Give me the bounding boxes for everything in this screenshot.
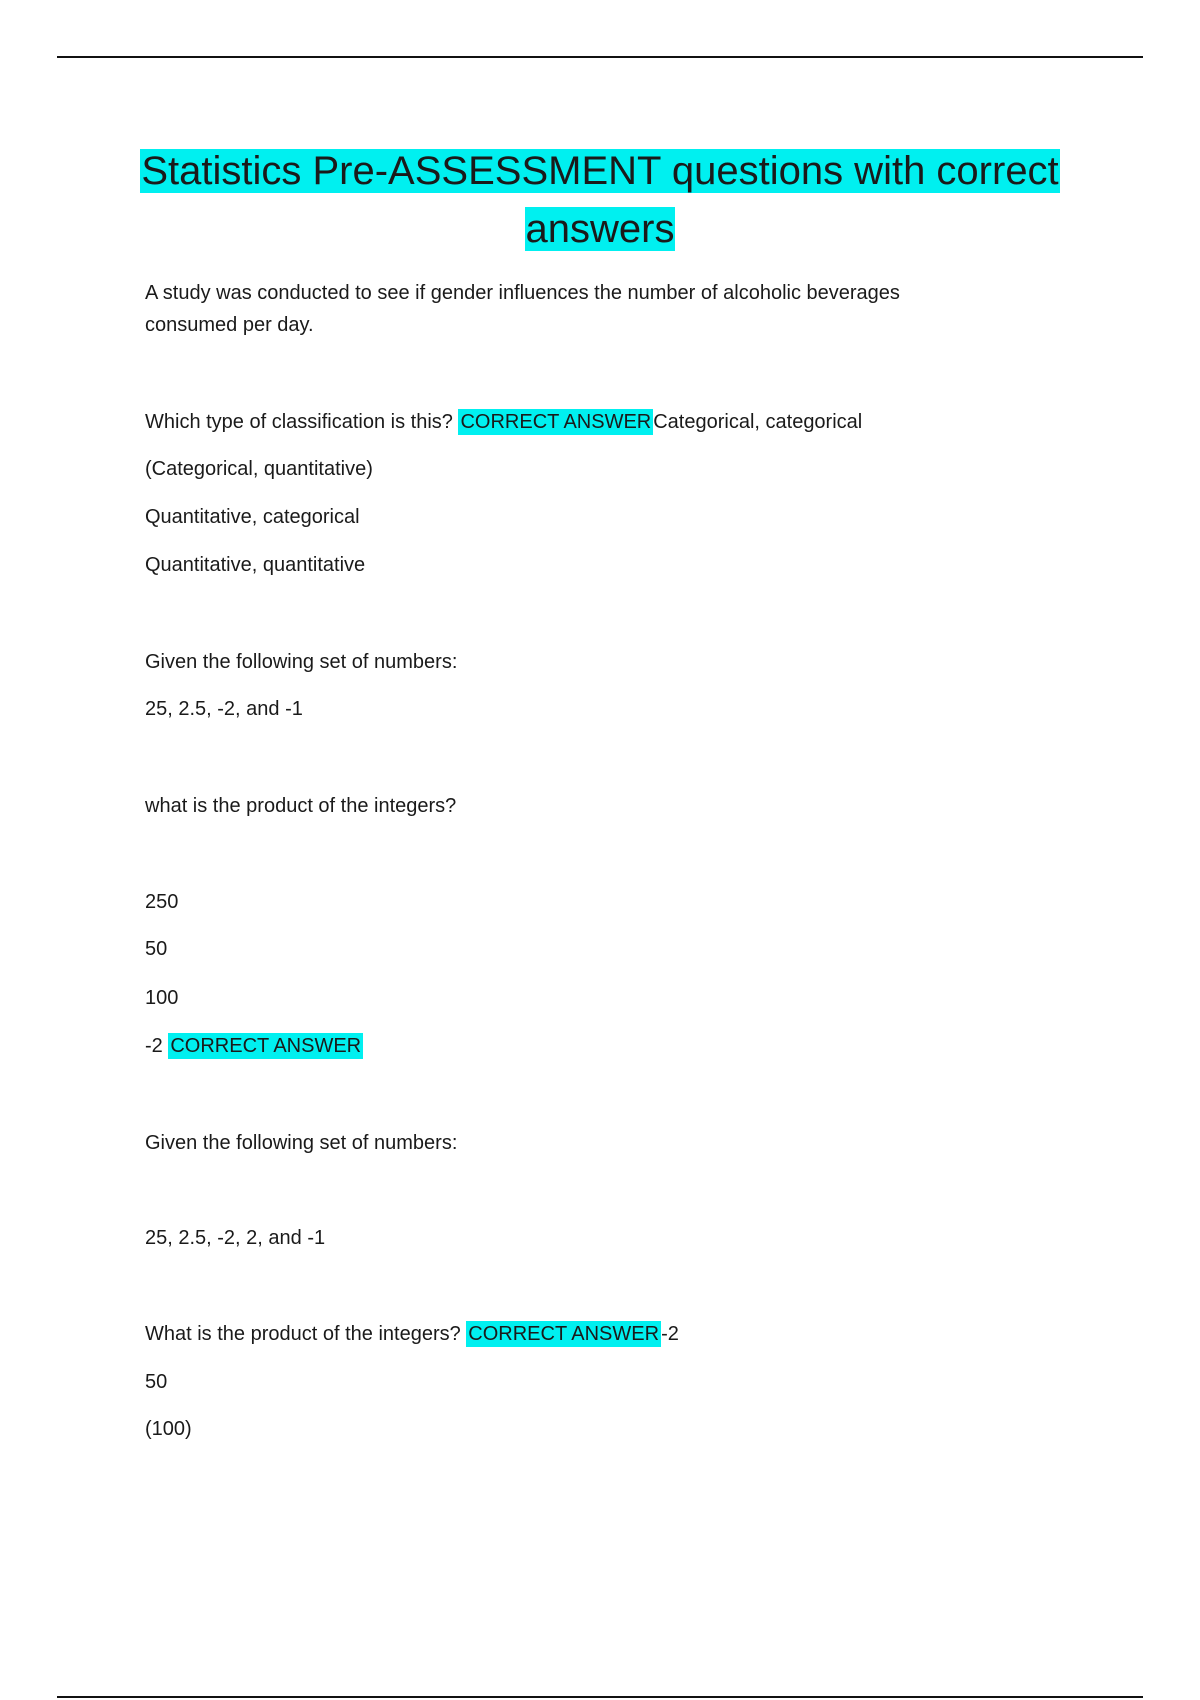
- q1-option-1: (Categorical, quantitative): [145, 458, 373, 480]
- q2-intro: Given the following set of numbers:: [145, 651, 458, 673]
- q3-question-line: [145, 1318, 679, 1350]
- q1-answer: Categorical, categorical: [653, 411, 863, 433]
- correct-answer-tag: CORRECT ANSWER: [468, 1323, 660, 1345]
- q3-option-2: (100): [145, 1418, 192, 1440]
- q1-option-2: Quantitative, categorical: [145, 506, 360, 528]
- title-line-1: Statistics Pre-ASSESSMENT questions with correct: [141, 149, 1059, 193]
- q2-numbers: 25, 2.5, -2, and -1: [145, 698, 303, 720]
- document-title: [100, 142, 1100, 258]
- header-rule: [57, 56, 1143, 58]
- q2-option-4: [145, 1030, 363, 1062]
- footer-rule: [57, 1696, 1143, 1698]
- q1-prompt-line-1: A study was conducted to see if gender influences the number of alcoholic beverages: [145, 282, 900, 304]
- q2-option-1: 250: [145, 891, 179, 913]
- q2-question: what is the product of the integers?: [145, 795, 457, 817]
- q3-option-1: 50: [145, 1371, 168, 1393]
- q1-prompt-line-2: consumed per day.: [145, 314, 314, 336]
- q3-answer: -2: [661, 1323, 679, 1345]
- q1-question: Which type of classification is this?: [145, 411, 453, 433]
- q3-intro: Given the following set of numbers:: [145, 1132, 458, 1154]
- q2-option-2: 50: [145, 938, 168, 960]
- q3-question: What is the product of the integers?: [145, 1323, 461, 1345]
- q3-numbers: 25, 2.5, -2, 2, and -1: [145, 1227, 326, 1249]
- q1-question-line: [145, 406, 862, 438]
- title-line-2: answers: [525, 207, 675, 251]
- correct-answer-tag: CORRECT ANSWER: [170, 1035, 362, 1057]
- q2-option-3: 100: [145, 987, 179, 1009]
- q1-option-3: Quantitative, quantitative: [145, 554, 366, 576]
- correct-answer-tag: CORRECT ANSWER: [460, 411, 652, 433]
- q2-last-option: -2: [145, 1035, 163, 1057]
